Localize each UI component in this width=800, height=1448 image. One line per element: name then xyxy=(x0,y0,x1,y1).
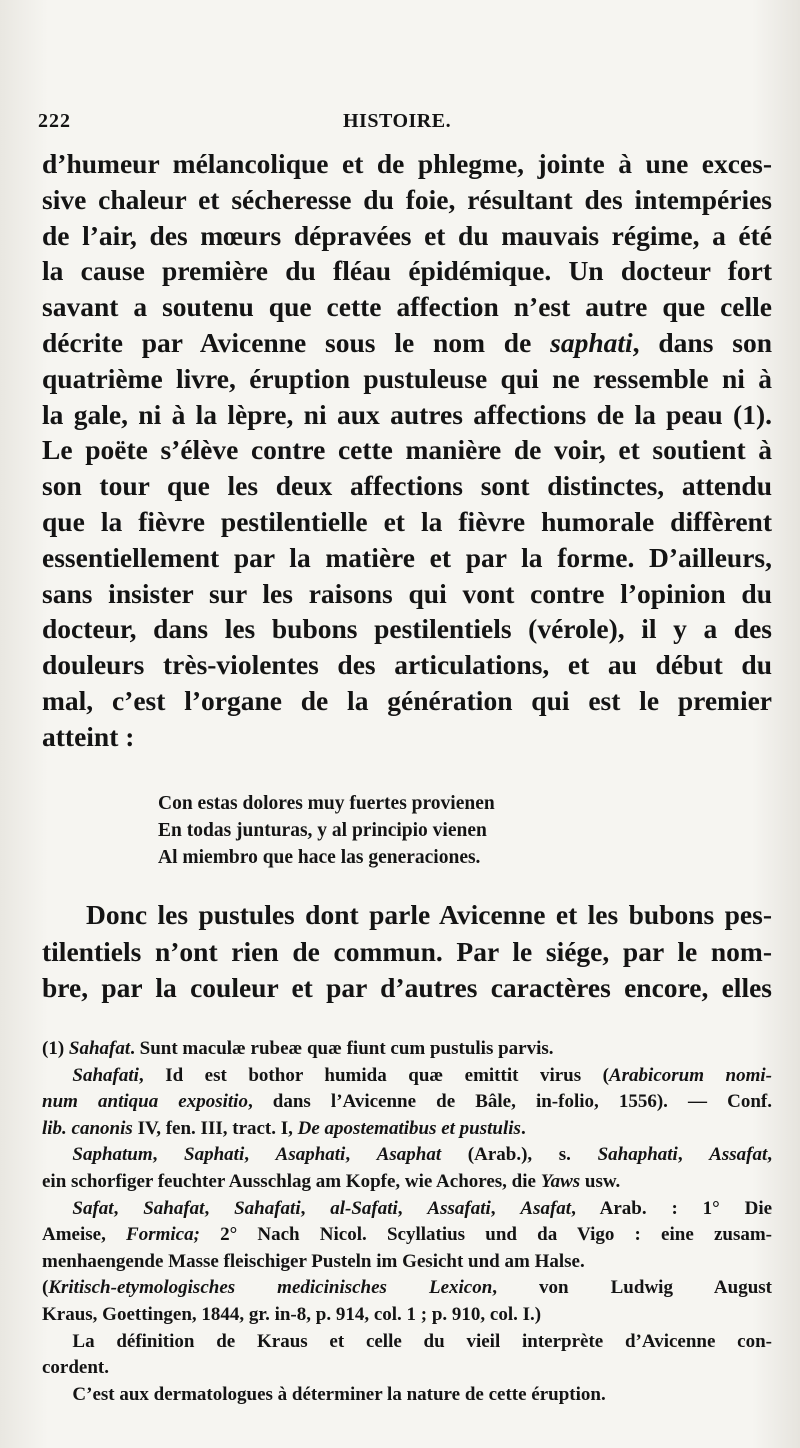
footnote-line: num antiqua expositio, dans l’Avicenne de Bâle, in-folio, 1556). — Conf. xyxy=(42,1091,772,1113)
italic-text: Sahaphati xyxy=(597,1144,678,1166)
text-line: de l’air, des mœurs dépravées et du mauvais régime, a été xyxy=(42,219,772,251)
text-line: quatrième livre, éruption pustuleuse qui ne ressemble ni à xyxy=(42,362,772,394)
italic-text: De apostematibus et pustulis xyxy=(297,1117,521,1139)
italic-text: Asaphat xyxy=(376,1144,442,1166)
verse-line: Al miembro que hace las generaciones. xyxy=(158,847,481,868)
text-line: docteur, dans les bubons pestilentiels (vérole), il y a des xyxy=(42,613,772,645)
italic-text: Sahafati xyxy=(234,1197,301,1219)
text-line: la gale, ni à la lèpre, ni aux autres affections de la peau (1). xyxy=(42,398,772,430)
text-line: savant a soutenu que cette affection n’est autre que celle xyxy=(42,291,772,323)
text-line: que la fièvre pestilentielle et la fièvre humorale diffèrent xyxy=(42,505,772,537)
text-line: tilentiels n’ont rien de commun. Par le siége, par le nom- xyxy=(42,935,772,967)
italic-text: Assafati xyxy=(427,1197,491,1219)
text-line: son tour que les deux affections sont distinctes, attendu xyxy=(42,470,772,502)
footnote-line: lib. canonis IV, fen. III, tract. I, De apostematibus et pustulis. xyxy=(42,1117,526,1139)
text-line: d’humeur mélancolique et de phlegme, jointe à une exces- xyxy=(42,148,772,179)
footnote-line: La définition de Kraus et celle du vieil interprète d’Avicenne con- xyxy=(72,1330,772,1352)
body-paragraph-2 xyxy=(42,897,772,1007)
text-line: douleurs très-violentes des articulations, et au début du xyxy=(42,649,772,681)
text-line: bre, par la couleur et par d’autres caractères encore, elles xyxy=(42,972,772,1003)
footnote-line: menhaengende Masse fleischiger Pusteln im Gesicht und am Halse. xyxy=(42,1250,585,1272)
italic-text: Assafat xyxy=(709,1144,768,1166)
footnote-line: Saphatum, Saphati, Asaphati, Asaphat (Arab.), s. Sahaphati, Assafat, xyxy=(72,1144,773,1166)
italic-text: Saphatum xyxy=(72,1144,153,1166)
text-line: essentiellement par la matière et par la forme. D’ailleurs, xyxy=(42,541,772,573)
italic-text: Asaphati xyxy=(275,1144,346,1166)
italic-text: Sahafati xyxy=(72,1064,139,1086)
footnote-line: ein schorfiger feuchter Ausschlag am Kopfe, wie Achores, die Yaws usw. xyxy=(42,1170,621,1192)
text-line: atteint : xyxy=(42,720,135,752)
italic-text: Sahafat xyxy=(68,1038,131,1059)
italic-text: lib. canonis xyxy=(42,1117,133,1139)
body-paragraph xyxy=(42,146,772,755)
italic-text: num antiqua expositio xyxy=(42,1091,248,1113)
footnotes xyxy=(42,1036,772,1408)
footnote-line: cordent. xyxy=(42,1357,110,1379)
verse-quote xyxy=(158,790,718,871)
footnote-line: Ameise, Formica; 2° Nach Nicol. Scyllatius und da Vigo : eine zusam- xyxy=(42,1224,772,1246)
italic-text: saphati xyxy=(550,326,633,358)
italic-text: Asafat xyxy=(520,1197,572,1219)
text-line: la cause première du fléau épidémique. Un docteur fort xyxy=(42,255,772,287)
footnote-line: C’est aux dermatologues à déterminer la nature de cette éruption. xyxy=(72,1383,606,1405)
text-line: Donc les pustules dont parle Avicenne et les bubons pes- xyxy=(86,899,772,930)
italic-text: Yaws xyxy=(540,1170,581,1192)
footnote-line: (1) Sahafat. Sunt maculæ rubeæ quæ fiunt cum pustulis parvis. xyxy=(42,1038,554,1059)
page-number: 222 xyxy=(38,110,71,132)
footnote-line: Sahafati, Id est bothor humida quæ emittit virus (Arabicorum nomi- xyxy=(72,1064,772,1086)
text-line: sans insister sur les raisons qui vont contre l’opinion du xyxy=(42,577,772,609)
text-line: sive chaleur et sécheresse du foie, résultant des intempéries xyxy=(42,183,772,215)
verse-line: Con estas dolores muy fuertes provienen xyxy=(158,793,495,814)
footnote-line: Kraus, Goettingen, 1844, gr. in-8, p. 914, col. 1 ; p. 910, col. I.) xyxy=(42,1303,542,1325)
verse-line: En todas junturas, y al principio vienen xyxy=(158,820,487,841)
italic-text: Kritisch-etymologisches medicinisches Lexicon xyxy=(48,1277,493,1299)
text-line: Le poëte s’élève contre cette manière de voir, et soutient à xyxy=(42,434,772,466)
italic-text: al-Safati xyxy=(330,1197,398,1219)
text-line: mal, c’est l’organe de la génération qui est le premier xyxy=(42,684,772,716)
italic-text: Safat xyxy=(72,1197,114,1219)
italic-text: Saphati xyxy=(184,1144,245,1166)
footnote-line: Safat, Sahafat, Sahafati, al-Safati, Assafati, Asafat, Arab. : 1° Die xyxy=(72,1197,773,1219)
text-line: décrite par Avicenne sous le nom de saphati, dans son xyxy=(42,326,772,358)
page-header xyxy=(38,110,758,140)
italic-text: Arabicorum nomi- xyxy=(608,1064,772,1086)
footnote-line: (Kritisch-etymologisches medicinisches Lexicon, von Ludwig August xyxy=(42,1277,772,1299)
italic-text: Formica; xyxy=(126,1224,200,1246)
running-head: HISTOIRE. xyxy=(343,110,452,132)
italic-text: Sahafat xyxy=(143,1197,205,1219)
